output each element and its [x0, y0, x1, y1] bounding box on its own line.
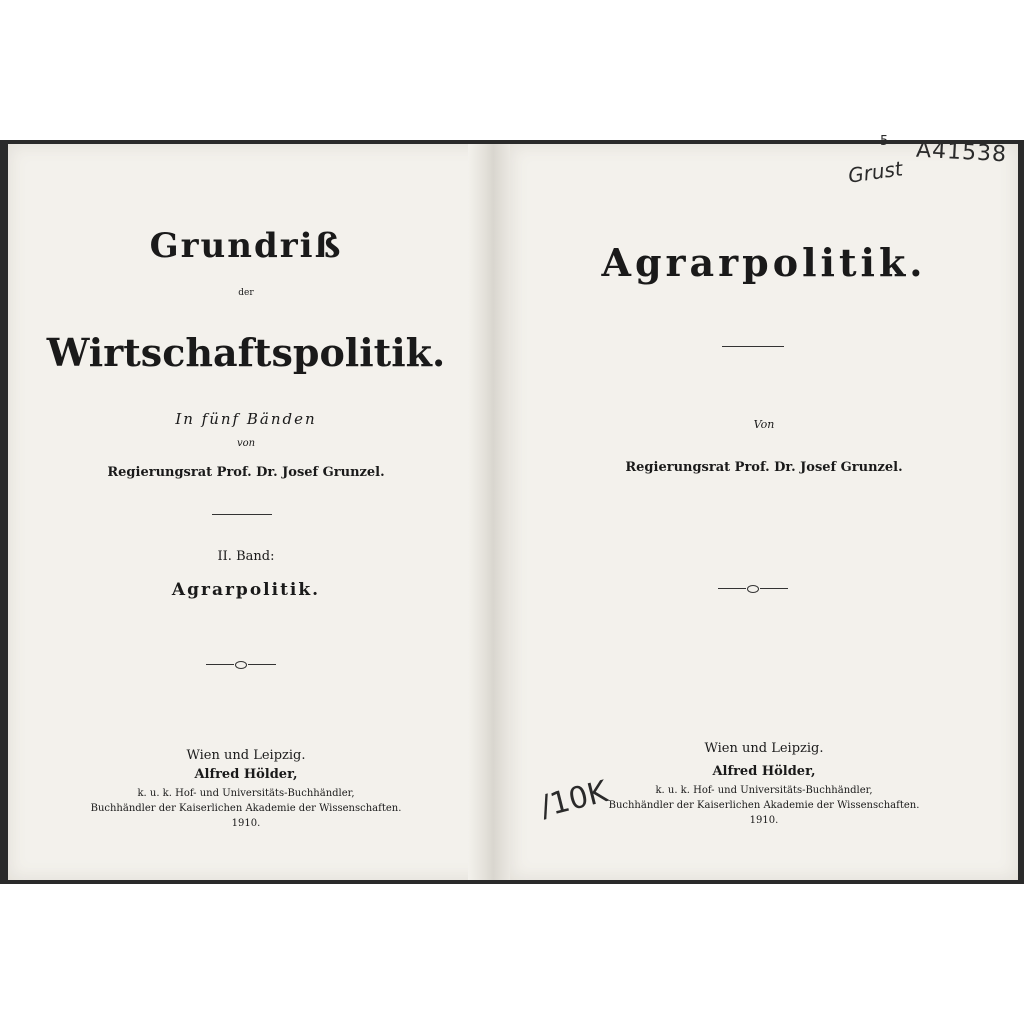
right-imprint-publisher: Alfred Hölder, — [712, 764, 816, 779]
left-author: Regierungsrat Prof. Dr. Josef Grunzel. — [107, 465, 385, 480]
right-von: Von — [753, 418, 775, 431]
left-band: II. Band: — [217, 549, 275, 564]
right-divider — [722, 346, 784, 347]
right-title: Agrarpolitik. — [601, 240, 927, 285]
left-ornament — [206, 661, 276, 669]
left-title-line1: Grundriß — [149, 226, 343, 266]
left-imprint-city: Wien und Leipzig. — [186, 748, 306, 763]
left-von: von — [236, 438, 256, 449]
signature: Grust — [846, 156, 905, 188]
corner-mark: 5 — [880, 134, 889, 149]
price-note: /10K — [536, 774, 612, 825]
left-imprint-line2: Buchhändler der Kaiserlichen Akademie der Wissenschaften. — [90, 803, 402, 814]
right-imprint-line2: Buchhändler der Kaiserlichen Akademie der Wissenschaften. — [608, 800, 920, 811]
right-imprint-city: Wien und Leipzig. — [704, 741, 824, 756]
left-title-der: der — [238, 288, 254, 298]
left-imprint-year: 1910. — [231, 818, 261, 829]
left-subtitle: In fünf Bänden — [175, 410, 317, 428]
right-author: Regierungsrat Prof. Dr. Josef Grunzel. — [625, 460, 903, 475]
left-title-line2: Wirtschaftspolitik. — [46, 330, 446, 375]
right-imprint-line1: k. u. k. Hof- und Universitäts-Buchhändler, — [655, 785, 873, 796]
left-imprint-publisher: Alfred Hölder, — [194, 767, 298, 782]
left-divider — [212, 514, 272, 515]
right-ornament — [718, 585, 788, 593]
left-imprint-line1: k. u. k. Hof- und Universitäts-Buchhändler, — [137, 788, 355, 799]
catalog-number: A41538 — [915, 137, 1008, 168]
right-imprint-year: 1910. — [749, 815, 779, 826]
left-band-title: Agrarpolitik. — [171, 580, 321, 600]
